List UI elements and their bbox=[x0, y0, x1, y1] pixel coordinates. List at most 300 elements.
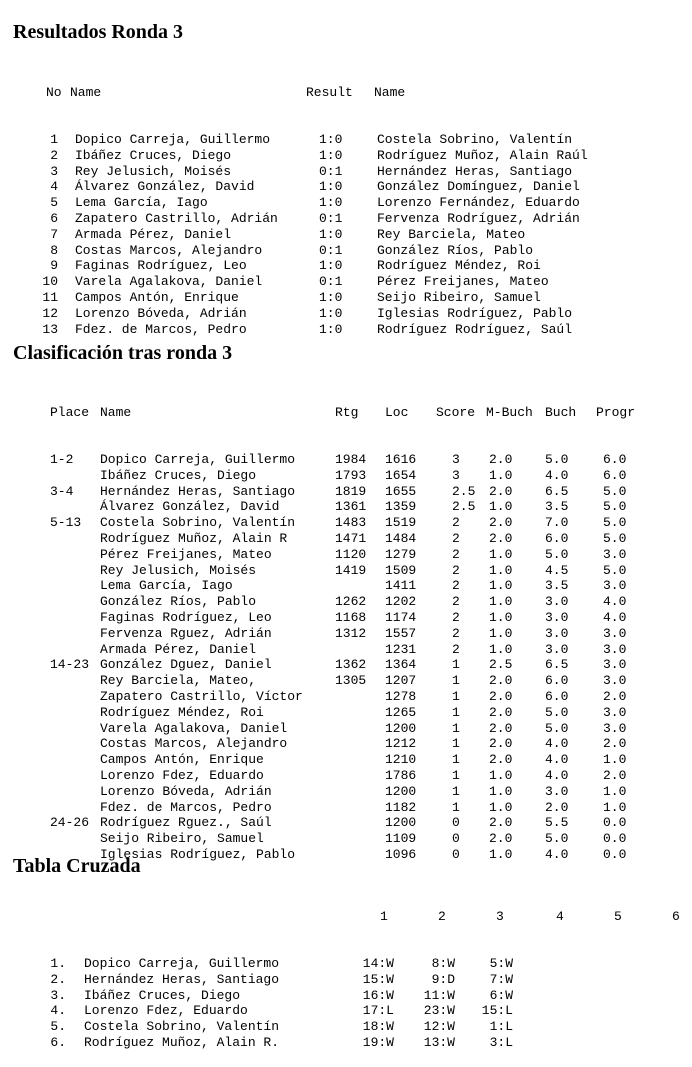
cross-no: 3. bbox=[50, 987, 66, 1003]
standing-score: 0 bbox=[452, 846, 460, 862]
standing-progr: 5.0 bbox=[603, 499, 627, 515]
game-result: 0:1 bbox=[319, 274, 343, 290]
standing-mbuch: 1.0 bbox=[489, 467, 513, 483]
standing-name: Fervenza Rguez, Adrián bbox=[100, 625, 272, 641]
standing-loc: 1557 bbox=[385, 625, 417, 641]
standing-loc: 1655 bbox=[385, 483, 417, 499]
game-result: 1:0 bbox=[319, 131, 343, 147]
standings-row bbox=[0, 578, 692, 594]
standing-loc: 1207 bbox=[385, 673, 417, 689]
standing-progr: 5.0 bbox=[603, 530, 627, 546]
standing-rtg: 1168 bbox=[335, 609, 367, 625]
standing-progr: 0.0 bbox=[603, 846, 627, 862]
standing-mbuch: 1.0 bbox=[489, 594, 513, 610]
standing-mbuch: 1.0 bbox=[489, 625, 513, 641]
standings-row bbox=[0, 531, 692, 547]
standing-loc: 1654 bbox=[385, 467, 417, 483]
cross-round-1: 15:W bbox=[362, 971, 394, 987]
game-result: 1:0 bbox=[319, 195, 343, 211]
standing-progr: 3.0 bbox=[603, 578, 627, 594]
standing-name: Álvarez González, David bbox=[100, 499, 280, 515]
cross-round-1: 17:L bbox=[362, 1003, 394, 1019]
standing-score: 1 bbox=[452, 783, 460, 799]
black-player: Rodríguez Méndez, Roi bbox=[377, 258, 541, 274]
white-player: Fdez. de Marcos, Pedro bbox=[75, 321, 247, 337]
result-no: 6 bbox=[50, 210, 58, 226]
crosstable-row bbox=[0, 956, 692, 972]
standings-row bbox=[0, 642, 692, 658]
crosstable-header-row bbox=[0, 909, 692, 925]
standing-mbuch: 1.0 bbox=[489, 562, 513, 578]
standing-name: Lema García, Iago bbox=[100, 578, 233, 594]
standing-buch: 3.0 bbox=[545, 783, 569, 799]
standing-buch: 4.0 bbox=[545, 467, 569, 483]
standing-rtg: 1419 bbox=[335, 562, 367, 578]
round-header: 1 bbox=[380, 908, 388, 924]
white-player: Faginas Rodríguez, Leo bbox=[75, 258, 247, 274]
standings-row bbox=[0, 468, 692, 484]
cross-round-2: 12:W bbox=[423, 1019, 455, 1035]
standing-name: Varela Agalakova, Daniel bbox=[100, 720, 288, 736]
standing-name: Lorenzo Bóveda, Adrián bbox=[100, 783, 272, 799]
standings-row bbox=[0, 736, 692, 752]
game-result: 0:1 bbox=[319, 242, 343, 258]
standings-row bbox=[0, 484, 692, 500]
standings-table bbox=[0, 373, 692, 879]
results-row bbox=[0, 274, 692, 290]
standings-row bbox=[0, 800, 692, 816]
standing-score: 2 bbox=[452, 594, 460, 610]
standing-progr: 1.0 bbox=[603, 783, 627, 799]
standings-header-place: Place bbox=[50, 404, 90, 420]
standing-buch: 5.5 bbox=[545, 815, 569, 831]
result-no: 4 bbox=[50, 179, 58, 195]
standing-mbuch: 1.0 bbox=[489, 609, 513, 625]
standings-header-loc: Loc bbox=[385, 404, 409, 420]
standing-loc: 1202 bbox=[385, 594, 417, 610]
standing-name: Seijo Ribeiro, Samuel bbox=[100, 831, 264, 847]
standing-progr: 4.0 bbox=[603, 594, 627, 610]
results-row bbox=[0, 195, 692, 211]
standing-mbuch: 2.0 bbox=[489, 720, 513, 736]
standings-row bbox=[0, 815, 692, 831]
standing-rtg: 1362 bbox=[335, 657, 367, 673]
standing-progr: 3.0 bbox=[603, 704, 627, 720]
game-result: 1:0 bbox=[319, 289, 343, 305]
results-row bbox=[0, 290, 692, 306]
results-row bbox=[0, 306, 692, 322]
cross-no: 4. bbox=[50, 1003, 66, 1019]
standing-progr: 3.0 bbox=[603, 641, 627, 657]
round-header: 3 bbox=[496, 908, 504, 924]
round-header: 6 bbox=[672, 908, 680, 924]
result-no: 11 bbox=[42, 289, 58, 305]
standing-buch: 4.0 bbox=[545, 767, 569, 783]
standing-loc: 1212 bbox=[385, 736, 417, 752]
standing-score: 2 bbox=[452, 530, 460, 546]
standing-name: Rodríguez Méndez, Roi bbox=[100, 704, 264, 720]
black-player: González Domínguez, Daniel bbox=[377, 179, 580, 195]
result-no: 5 bbox=[50, 195, 58, 211]
standings-row bbox=[0, 610, 692, 626]
result-no: 12 bbox=[42, 305, 58, 321]
cross-round-1: 14:W bbox=[362, 955, 394, 971]
standing-mbuch: 2.5 bbox=[489, 657, 513, 673]
standing-loc: 1182 bbox=[385, 799, 417, 815]
cross-name: Lorenzo Fdez, Eduardo bbox=[84, 1003, 248, 1019]
standing-progr: 3.0 bbox=[603, 625, 627, 641]
standings-header-row bbox=[0, 405, 692, 421]
standing-loc: 1200 bbox=[385, 815, 417, 831]
standing-progr: 3.0 bbox=[603, 720, 627, 736]
standing-buch: 3.0 bbox=[545, 609, 569, 625]
white-player: Lorenzo Bóveda, Adrián bbox=[75, 305, 247, 321]
cross-no: 1. bbox=[50, 955, 66, 971]
standing-name: Costas Marcos, Alejandro bbox=[100, 736, 288, 752]
standing-name: Fdez. de Marcos, Pedro bbox=[100, 799, 272, 815]
standing-mbuch: 1.0 bbox=[489, 767, 513, 783]
standing-progr: 6.0 bbox=[603, 451, 627, 467]
standing-score: 0 bbox=[452, 831, 460, 847]
cross-no: 6. bbox=[50, 1034, 66, 1050]
standing-progr: 1.0 bbox=[603, 752, 627, 768]
crosstable-row bbox=[0, 972, 692, 988]
standing-buch: 3.5 bbox=[545, 578, 569, 594]
standing-place: 1-2 bbox=[50, 451, 74, 467]
black-player: Iglesias Rodríguez, Pablo bbox=[377, 305, 573, 321]
standing-name: Ibáñez Cruces, Diego bbox=[100, 467, 257, 483]
standing-score: 2.5 bbox=[452, 499, 476, 515]
black-player: Seijo Ribeiro, Samuel bbox=[377, 289, 541, 305]
cross-name: Dopico Carreja, Guillermo bbox=[84, 955, 280, 971]
standing-buch: 3.0 bbox=[545, 641, 569, 657]
result-no: 10 bbox=[42, 274, 58, 290]
cross-round-2: 23:W bbox=[423, 1003, 455, 1019]
results-header-name: Name bbox=[70, 84, 102, 100]
standing-score: 2 bbox=[452, 546, 460, 562]
standing-loc: 1200 bbox=[385, 783, 417, 799]
standing-progr: 1.0 bbox=[603, 799, 627, 815]
standing-name: Iglesias Rodríguez, Pablo bbox=[100, 846, 296, 862]
standing-progr: 6.0 bbox=[603, 467, 627, 483]
standing-score: 3 bbox=[452, 451, 460, 467]
standing-name: González Dguez, Daniel bbox=[100, 657, 272, 673]
results-row bbox=[0, 258, 692, 274]
standing-mbuch: 1.0 bbox=[489, 799, 513, 815]
standing-buch: 4.0 bbox=[545, 752, 569, 768]
white-player: Lema García, Iago bbox=[75, 195, 208, 211]
cross-round-1: 16:W bbox=[362, 987, 394, 1003]
white-player: Armada Pérez, Daniel bbox=[75, 226, 232, 242]
standing-mbuch: 2.0 bbox=[489, 673, 513, 689]
standing-buch: 2.0 bbox=[545, 799, 569, 815]
standing-buch: 3.0 bbox=[545, 594, 569, 610]
standings-row bbox=[0, 673, 692, 689]
standing-name: Faginas Rodríguez, Leo bbox=[100, 609, 272, 625]
black-player: Hernández Heras, Santiago bbox=[377, 163, 573, 179]
standing-progr: 4.0 bbox=[603, 609, 627, 625]
standing-rtg: 1361 bbox=[335, 499, 367, 515]
standing-mbuch: 1.0 bbox=[489, 641, 513, 657]
crosstable-row bbox=[0, 988, 692, 1004]
result-no: 1 bbox=[50, 131, 58, 147]
standing-loc: 1279 bbox=[385, 546, 417, 562]
standing-mbuch: 2.0 bbox=[489, 752, 513, 768]
white-player: Dopico Carreja, Guillermo bbox=[75, 131, 271, 147]
standing-buch: 4.0 bbox=[545, 846, 569, 862]
cross-no: 5. bbox=[50, 1019, 66, 1035]
standing-loc: 1174 bbox=[385, 609, 417, 625]
standing-loc: 1786 bbox=[385, 767, 417, 783]
standings-row bbox=[0, 626, 692, 642]
game-result: 0:1 bbox=[319, 163, 343, 179]
standing-rtg: 1262 bbox=[335, 594, 367, 610]
cross-round-2: 9:D bbox=[431, 971, 455, 987]
standing-rtg: 1483 bbox=[335, 515, 367, 531]
standing-buch: 5.0 bbox=[545, 546, 569, 562]
standing-progr: 5.0 bbox=[603, 515, 627, 531]
standing-name: Armada Pérez, Daniel bbox=[100, 641, 257, 657]
standing-buch: 6.0 bbox=[545, 688, 569, 704]
standing-rtg: 1305 bbox=[335, 673, 367, 689]
standing-name: Lorenzo Fdez, Eduardo bbox=[100, 767, 264, 783]
standings-row bbox=[0, 831, 692, 847]
standing-name: Rey Barciela, Mateo, bbox=[100, 673, 257, 689]
cross-round-1: 18:W bbox=[362, 1019, 394, 1035]
white-player: Varela Agalakova, Daniel bbox=[75, 274, 263, 290]
standings-row bbox=[0, 563, 692, 579]
crosstable-row bbox=[0, 1019, 692, 1035]
cross-no: 2. bbox=[50, 971, 66, 987]
standings-header-score: Score bbox=[436, 404, 476, 420]
standing-buch: 6.0 bbox=[545, 673, 569, 689]
standing-progr: 2.0 bbox=[603, 736, 627, 752]
standing-score: 1 bbox=[452, 720, 460, 736]
standing-score: 3 bbox=[452, 467, 460, 483]
result-no: 3 bbox=[50, 163, 58, 179]
crosstable-row bbox=[0, 1003, 692, 1019]
results-header-result: Result bbox=[306, 84, 353, 100]
cross-round-1: 19:W bbox=[362, 1034, 394, 1050]
standing-rtg: 1793 bbox=[335, 467, 367, 483]
game-result: 1:0 bbox=[319, 258, 343, 274]
standing-place: 14-23 bbox=[50, 657, 90, 673]
cross-round-2: 13:W bbox=[423, 1034, 455, 1050]
white-player: Rey Jelusich, Moisés bbox=[75, 163, 232, 179]
black-player: Lorenzo Fernández, Eduardo bbox=[377, 195, 580, 211]
standing-mbuch: 2.0 bbox=[489, 515, 513, 531]
standing-loc: 1364 bbox=[385, 657, 417, 673]
cross-round-3: 1:L bbox=[489, 1019, 513, 1035]
standing-buch: 4.0 bbox=[545, 736, 569, 752]
standing-mbuch: 1.0 bbox=[489, 499, 513, 515]
cross-name: Rodríguez Muñoz, Alain R. bbox=[84, 1034, 280, 1050]
standing-name: Pérez Freijanes, Mateo bbox=[100, 546, 272, 562]
standings-row bbox=[0, 657, 692, 673]
black-player: Pérez Freijanes, Mateo bbox=[377, 274, 549, 290]
standing-score: 1 bbox=[452, 736, 460, 752]
standing-score: 2.5 bbox=[452, 483, 476, 499]
standings-row bbox=[0, 515, 692, 531]
standing-rtg: 1120 bbox=[335, 546, 367, 562]
game-result: 1:0 bbox=[319, 147, 343, 163]
cross-name: Hernández Heras, Santiago bbox=[84, 971, 280, 987]
standing-name: Rey Jelusich, Moisés bbox=[100, 562, 257, 578]
standing-name: Campos Antón, Enrique bbox=[100, 752, 264, 768]
standing-loc: 1359 bbox=[385, 499, 417, 515]
cross-name: Costela Sobrino, Valentín bbox=[84, 1019, 280, 1035]
standings-header-buch: Buch bbox=[545, 404, 577, 420]
round-header: 2 bbox=[438, 908, 446, 924]
results-header-row bbox=[0, 85, 692, 101]
crosstable-title: Tabla Cruzada bbox=[13, 855, 141, 877]
results-row bbox=[0, 164, 692, 180]
black-player: Rodríguez Muñoz, Alain Raúl bbox=[377, 147, 588, 163]
cross-round-2: 8:W bbox=[431, 955, 455, 971]
white-player: Ibáñez Cruces, Diego bbox=[75, 147, 232, 163]
standing-name: Zapatero Castrillo, Víctor bbox=[100, 688, 303, 704]
results-row bbox=[0, 179, 692, 195]
standing-name: González Ríos, Pablo bbox=[100, 594, 257, 610]
standing-progr: 2.0 bbox=[603, 767, 627, 783]
crosstable-row bbox=[0, 1035, 692, 1051]
standing-loc: 1278 bbox=[385, 688, 417, 704]
standing-buch: 5.0 bbox=[545, 720, 569, 736]
standings-row bbox=[0, 452, 692, 468]
standing-score: 1 bbox=[452, 752, 460, 768]
standing-progr: 0.0 bbox=[603, 831, 627, 847]
standing-score: 1 bbox=[452, 673, 460, 689]
result-no: 8 bbox=[50, 242, 58, 258]
game-result: 1:0 bbox=[319, 321, 343, 337]
black-player: Fervenza Rodríguez, Adrián bbox=[377, 210, 580, 226]
results-title: Resultados Ronda 3 bbox=[13, 21, 184, 43]
standings-header-rtg: Rtg bbox=[335, 404, 359, 420]
standing-mbuch: 2.0 bbox=[489, 704, 513, 720]
standing-progr: 5.0 bbox=[603, 562, 627, 578]
cross-round-2: 11:W bbox=[423, 987, 455, 1003]
standings-header-mbuch: M-Buch bbox=[486, 404, 533, 420]
black-player: Rey Barciela, Mateo bbox=[377, 226, 526, 242]
cross-round-3: 3:L bbox=[489, 1034, 513, 1050]
standings-row bbox=[0, 689, 692, 705]
standing-mbuch: 2.0 bbox=[489, 815, 513, 831]
standing-progr: 5.0 bbox=[603, 483, 627, 499]
standing-name: Hernández Heras, Santiago bbox=[100, 483, 296, 499]
crosstable bbox=[0, 877, 692, 1067]
standing-loc: 1210 bbox=[385, 752, 417, 768]
standing-progr: 3.0 bbox=[603, 657, 627, 673]
results-row bbox=[0, 322, 692, 338]
standing-score: 2 bbox=[452, 578, 460, 594]
standings-row bbox=[0, 784, 692, 800]
standing-buch: 4.5 bbox=[545, 562, 569, 578]
standing-score: 2 bbox=[452, 609, 460, 625]
white-player: Campos Antón, Enrique bbox=[75, 289, 239, 305]
standing-mbuch: 1.0 bbox=[489, 546, 513, 562]
game-result: 1:0 bbox=[319, 226, 343, 242]
standing-mbuch: 1.0 bbox=[489, 846, 513, 862]
cross-round-3: 15:L bbox=[481, 1003, 513, 1019]
standing-place: 5-13 bbox=[50, 515, 82, 531]
black-player: Rodríguez Rodríguez, Saúl bbox=[377, 321, 573, 337]
result-no: 9 bbox=[50, 258, 58, 274]
results-header-no: No bbox=[46, 84, 62, 100]
standing-score: 1 bbox=[452, 767, 460, 783]
white-player: Zapatero Castrillo, Adrián bbox=[75, 210, 278, 226]
standing-place: 3-4 bbox=[50, 483, 74, 499]
standing-progr: 2.0 bbox=[603, 688, 627, 704]
standing-buch: 3.5 bbox=[545, 499, 569, 515]
standing-buch: 6.5 bbox=[545, 657, 569, 673]
standing-loc: 1411 bbox=[385, 578, 417, 594]
cross-name: Ibáñez Cruces, Diego bbox=[84, 987, 241, 1003]
standing-score: 2 bbox=[452, 641, 460, 657]
results-table bbox=[0, 53, 692, 353]
standing-score: 2 bbox=[452, 625, 460, 641]
standings-row bbox=[0, 721, 692, 737]
standings-header-name: Name bbox=[100, 404, 132, 420]
standing-name: Rodríguez Muñoz, Alain R bbox=[100, 530, 288, 546]
standing-buch: 5.0 bbox=[545, 831, 569, 847]
standing-mbuch: 2.0 bbox=[489, 483, 513, 499]
standing-score: 0 bbox=[452, 815, 460, 831]
standings-title: Clasificación tras ronda 3 bbox=[13, 342, 233, 364]
standings-row bbox=[0, 499, 692, 515]
standing-score: 1 bbox=[452, 704, 460, 720]
standings-row bbox=[0, 768, 692, 784]
standing-buch: 3.0 bbox=[545, 625, 569, 641]
standing-progr: 3.0 bbox=[603, 546, 627, 562]
game-result: 1:0 bbox=[319, 305, 343, 321]
standing-mbuch: 2.0 bbox=[489, 831, 513, 847]
results-row bbox=[0, 132, 692, 148]
standing-buch: 7.0 bbox=[545, 515, 569, 531]
standing-mbuch: 2.0 bbox=[489, 688, 513, 704]
standing-score: 2 bbox=[452, 562, 460, 578]
standing-rtg: 1471 bbox=[335, 530, 367, 546]
standing-mbuch: 2.0 bbox=[489, 530, 513, 546]
standing-score: 1 bbox=[452, 657, 460, 673]
black-player: González Ríos, Pablo bbox=[377, 242, 534, 258]
standing-loc: 1509 bbox=[385, 562, 417, 578]
result-no: 13 bbox=[42, 321, 58, 337]
standing-mbuch: 2.0 bbox=[489, 736, 513, 752]
standing-buch: 6.5 bbox=[545, 483, 569, 499]
standing-loc: 1484 bbox=[385, 530, 417, 546]
standing-loc: 1519 bbox=[385, 515, 417, 531]
standing-score: 2 bbox=[452, 515, 460, 531]
standing-rtg: 1819 bbox=[335, 483, 367, 499]
round-header: 5 bbox=[614, 908, 622, 924]
standings-row bbox=[0, 547, 692, 563]
standing-progr: 3.0 bbox=[603, 673, 627, 689]
standing-mbuch: 2.0 bbox=[489, 451, 513, 467]
standing-score: 1 bbox=[452, 799, 460, 815]
standing-loc: 1109 bbox=[385, 831, 417, 847]
standing-loc: 1265 bbox=[385, 704, 417, 720]
result-no: 2 bbox=[50, 147, 58, 163]
standing-buch: 6.0 bbox=[545, 530, 569, 546]
standing-loc: 1096 bbox=[385, 846, 417, 862]
standing-rtg: 1984 bbox=[335, 451, 367, 467]
standing-buch: 5.0 bbox=[545, 704, 569, 720]
cross-round-3: 6:W bbox=[489, 987, 513, 1003]
standing-name: Dopico Carreja, Guillermo bbox=[100, 451, 296, 467]
results-row bbox=[0, 243, 692, 259]
standings-row bbox=[0, 752, 692, 768]
result-no: 7 bbox=[50, 226, 58, 242]
